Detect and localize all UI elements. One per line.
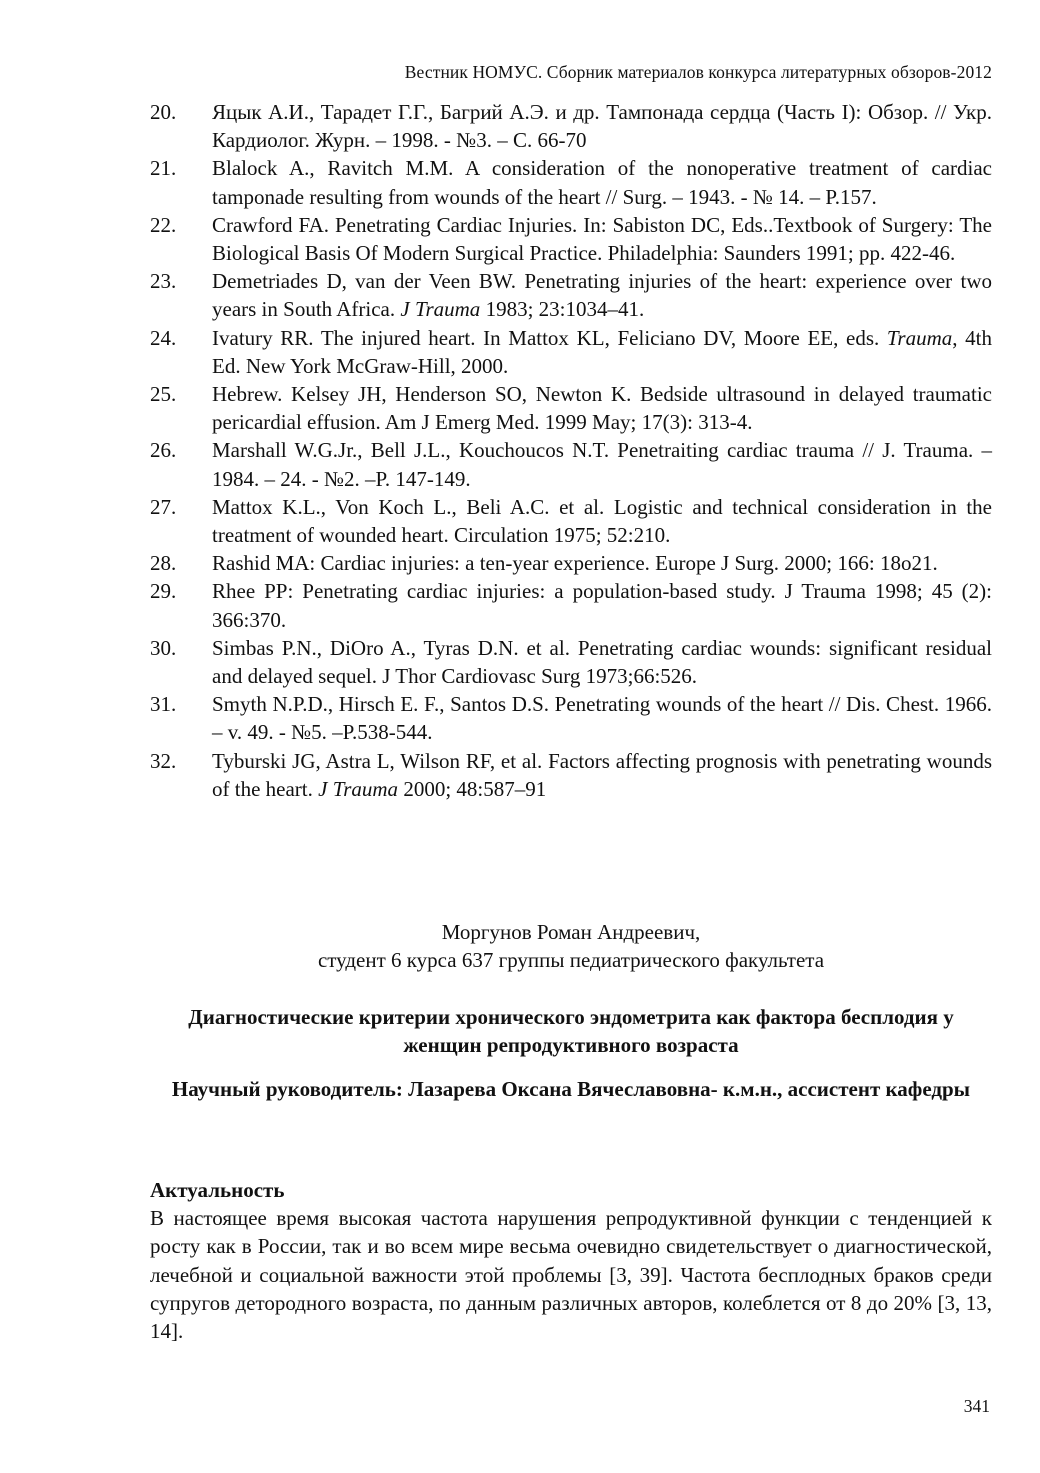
reference-journal: J Trauma [318,776,399,801]
reference-segment: Marshall W.G.Jr., Bell J.L., Kouchoucos N.T. Penetraiting cardiac trauma // J. Trauma. – 1984. – 24. - №2. –P. 147-149. [212,438,992,491]
reference-text [212,690,992,746]
reference-text [212,324,992,380]
reference-item [150,98,992,154]
reference-text [212,154,992,210]
reference-item [150,493,992,549]
reference-item [150,549,992,577]
reference-number: 27. [150,494,177,519]
reference-number: 22. [150,212,177,237]
reference-journal: Trauma [886,325,953,350]
reference-journal: J Trauma [400,297,481,322]
reference-segment: Demetriades D, van der Veen BW. Penetrating injuries of the heart: experience over two years in South Africa. [212,269,992,322]
reference-segment: Rashid MA: Cardiac injuries: a ten-year experience. Europe J Surg. 2000; 166: 18o21. [212,551,938,576]
reference-number: 21. [150,156,177,181]
reference-item [150,211,992,267]
reference-item [150,577,992,633]
reference-segment: Crawford FA. Penetrating Cardiac Injuries. In: Sabiston DC, Eds..Textbook of Surgery: The Biological Basis Of Modern Surgical Practice. Philadelphia: Saunders 1991; pp. 422-46. [212,212,992,266]
reference-number: 31. [150,692,177,717]
reference-segment: , 4th Ed. New York McGraw-Hill, 2000. [212,325,992,378]
reference-number: 28. [150,551,177,576]
reference-segment: Simbas P.N., DiOro A., Tyras D.N. et al. Penetrating cardiac wounds: significant residual and delayed sequel. J Thor Cardiovasc Surg 1973;66:526. [212,635,992,689]
reference-segment: Blalock A., Ravitch M.M. A consideration of the nonoperative treatment of cardiac tamponade resulting from wounds of the heart // Surg. – 1943. - № 14. – P.157. [212,156,992,209]
reference-number: 25. [150,382,177,407]
reference-text [212,549,992,577]
section [150,1176,992,1345]
reference-segment: Smyth N.P.D., Hirsch E. F., Santos D.S. Penetrating wounds of the heart // Dis. Chest. 1966. – v. 49. - №5. –P.538-544. [212,692,992,745]
page-number: 341 [963,1396,990,1416]
reference-text [212,436,992,492]
reference-text [212,98,992,154]
article-title: Диагностические критерии хронического эндометрита как фактора бесплодия у женщин репродуктивного возраста [188,1005,954,1058]
reference-text [212,267,992,323]
reference-segment: Rhee PP: Penetrating cardiac injuries: a population-based study. J Trauma 1998; 45 (2): 366:370. [212,579,992,632]
reference-number: 32. [150,748,177,773]
reference-segment: Mattox K.L., Von Koch L., Beli A.C. et al. Logistic and technical consideration in the treatment of wounded heart. Circulation 1975; 52:210. [212,494,992,548]
reference-text [212,211,992,267]
reference-list [150,98,992,803]
reference-segment: 2000; 48:587–91 [398,776,547,801]
reference-text [212,577,992,633]
reference-item [150,747,992,803]
author-name: Моргунов Роман Андреевич, [441,920,701,944]
reference-item [150,324,992,380]
reference-number: 29. [150,579,177,604]
reference-item [150,380,992,436]
reference-text [212,634,992,690]
reference-number: 30. [150,635,177,660]
reference-number: 23. [150,269,177,294]
reference-segment: 1983; 23:1034–41. [480,297,645,322]
reference-number: 26. [150,438,177,463]
section-body: В настоящее время высокая частота нарушения репродуктивной функции с тенденцией к росту как в России, так и во всем мире весьма очевидно свидетельствует о диагностической, лечебной и социальной важности этой проблемы [3, 39]. Частота бесплодных браков среди супругов детородного возраста, по данным различных авторов, колеблется от 8 до 20% [3, 13, 14]. [150,1206,992,1344]
reference-item [150,267,992,323]
article-supervisor: Научный руководитель: Лазарева Оксана Вячеславовна- к.м.н., ассистент кафедры [171,1077,971,1101]
reference-segment: Яцык А.И., Тарадет Г.Г., Багрий А.Э. и др. Тампонада сердца (Часть I): Обзор. // Укр. Кардиолог. Журн. – 1998. - №3. – С. 66-70 [212,100,992,153]
reference-item [150,154,992,210]
author-block [150,918,992,974]
reference-item [150,436,992,492]
section-heading: Актуальность [150,1178,285,1202]
reference-item [150,690,992,746]
reference-text [212,747,992,803]
reference-number: 20. [150,100,177,124]
reference-text [212,493,992,549]
author-affiliation: студент 6 курса 637 группы педиатрического факультета [317,948,825,973]
reference-number: 24. [150,325,177,350]
reference-segment: Hebrew. Kelsey JH, Henderson SO, Newton K. Bedside ultrasound in delayed traumatic pericardial effusion. Am J Emerg Med. 1999 May; 17(3): 313-4. [212,382,992,435]
running-header: Вестник НОМУС. Сборник материалов конкурса литературных обзоров-2012 [404,62,992,82]
reference-segment: Ivatury RR. The injured heart. In Mattox KL, Feliciano DV, Moore EE, eds. [212,325,887,350]
reference-item [150,634,992,690]
reference-segment: Tyburski JG, Astra L, Wilson RF, et al. Factors affecting prognosis with penetrating wounds of the heart. [212,748,992,801]
reference-text [212,380,992,436]
